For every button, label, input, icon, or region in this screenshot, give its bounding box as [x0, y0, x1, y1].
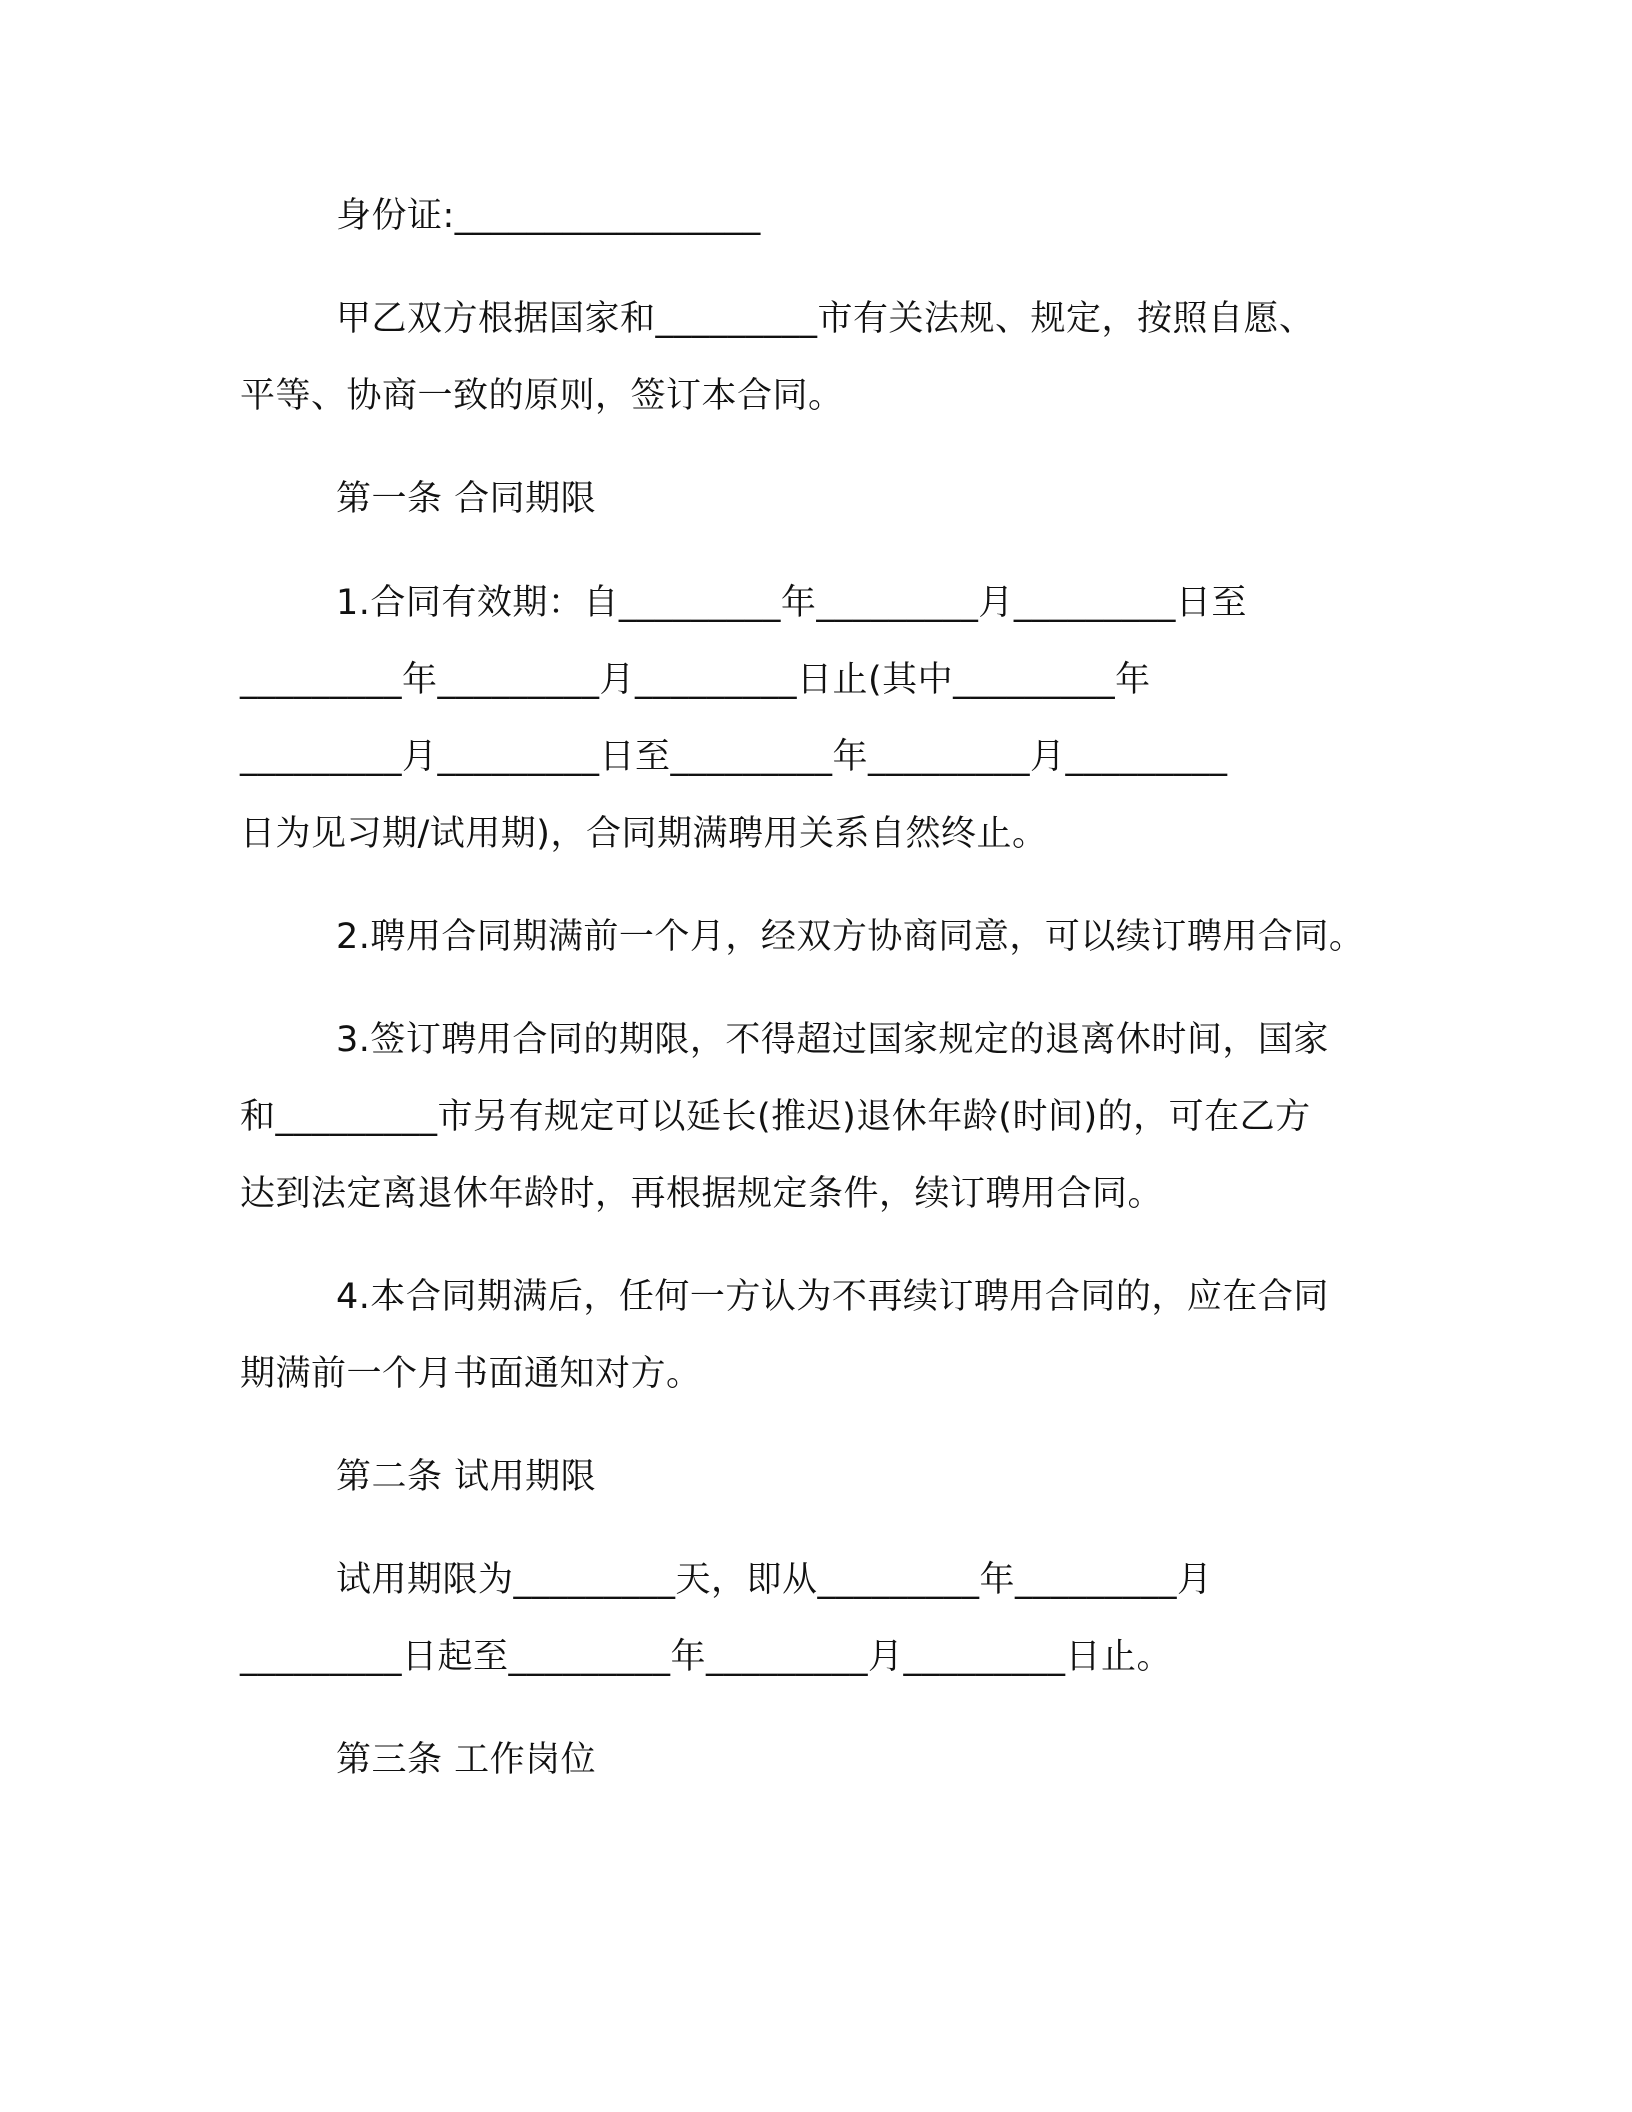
clause-3-line-1: 3.签订聘用合同的期限，不得超过国家规定的退离休时间，国家 — [336, 1020, 1329, 1060]
clause-1-line-1: 1.合同有效期：自_________年_________月_________日至 — [336, 583, 1247, 623]
article-3-heading: 第三条 工作岗位 — [336, 1740, 597, 1780]
article-2-heading: 第二条 试用期限 — [336, 1457, 597, 1497]
clause-1-line-4: 日为见习期/试用期)，合同期满聘用关系自然终止。 — [240, 814, 1048, 854]
probation-line-1: 试用期限为_________天，即从_________年_________月 — [336, 1560, 1213, 1600]
article-1-heading: 第一条 合同期限 — [336, 479, 597, 519]
clause-1-line-2: _________年_________月_________日止(其中_________年 — [240, 660, 1151, 700]
probation-line-2: _________日起至_________年_________月_________日止。 — [240, 1637, 1173, 1677]
id-card-field: 身份证:_________________ — [336, 196, 761, 236]
clause-1-line-3: _________月_________日至_________年_________月_________ — [240, 737, 1228, 777]
clause-2: 2.聘用合同期满前一个月，经双方协商同意，可以续订聘用合同。 — [336, 917, 1365, 957]
clause-3-line-3: 达到法定离退休年龄时，再根据规定条件，续订聘用合同。 — [240, 1174, 1164, 1214]
intro-paragraph-line-1: 甲乙双方根据国家和_________市有关法规、规定，按照自愿、 — [336, 299, 1315, 339]
clause-4-line-1: 4.本合同期满后，任何一方认为不再续订聘用合同的，应在合同 — [336, 1277, 1329, 1317]
intro-paragraph-line-2: 平等、协商一致的原则，签订本合同。 — [240, 376, 844, 416]
clause-3-line-2: 和_________市另有规定可以延长(推迟)退休年龄(时间)的，可在乙方 — [240, 1097, 1311, 1137]
clause-4-line-2: 期满前一个月书面通知对方。 — [240, 1354, 702, 1394]
